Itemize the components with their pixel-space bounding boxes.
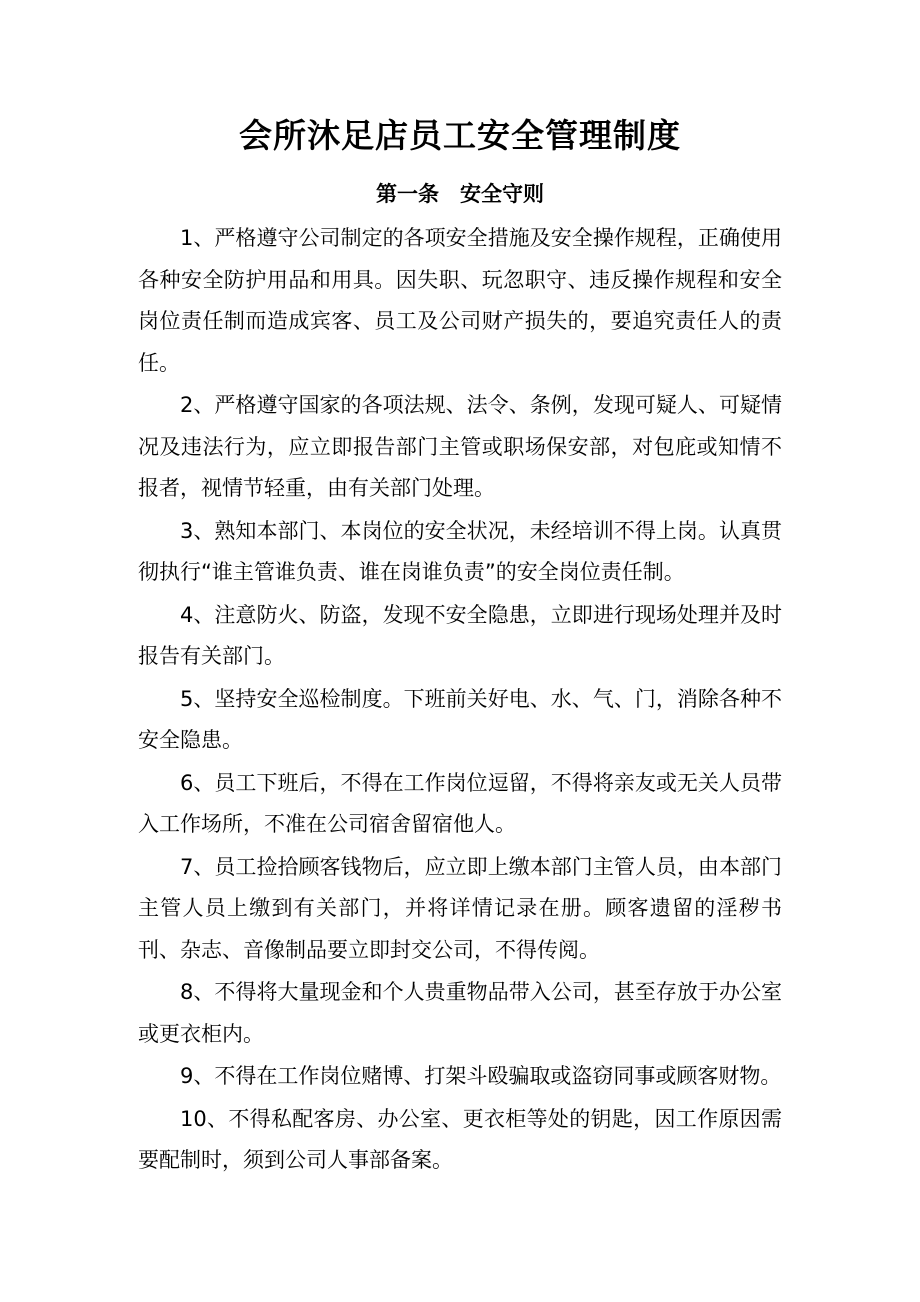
document-page [138,108,782,1182]
document-title: 会所沐足店员工安全管理制度 [239,116,681,155]
paragraph-7: 7、员工捡拾顾客钱物后，应立即上缴本部门主管人员，由本部门主管人员上缴到有关部门，并将详情记录在册。顾客遗留的淫秽书刊、杂志、音像制品要立即封交公司，不得传阅。 [138,854,782,962]
paragraph-2: 2、严格遵守国家的各项法规、法令、条例，发现可疑人、可疑情况及违法行为，应立即报告部门主管或职场保安部，对包庇或知情不报者，视情节轻重，由有关部门处理。 [138,393,782,500]
paragraph-9: 9、不得在工作岗位赌博、打架斗殴骗取或盗窃同事或顾客财物。 [180,1064,782,1088]
paragraph-10: 10、不得私配客房、办公室、更衣柜等处的钥匙，因工作原因需要配制时，须到公司人事部备案。 [138,1106,782,1172]
section-title: 第一条 安全守则 [376,182,544,206]
paragraph-8: 8、不得将大量现金和个人贵重物品带入公司，甚至存放于办公室或更衣柜内。 [138,980,782,1046]
paragraph-4: 4、注意防火、防盗，发现不安全隐患，立即进行现场处理并及时报告有关部门。 [138,602,782,668]
paragraph-1: 1、严格遵守公司制定的各项安全措施及安全操作规程，正确使用各种安全防护用品和用具。因失职、玩忽职守、违反操作规程和安全岗位责任制而造成宾客、员工及公司财产损失的，要追究责任人的责任。 [138,226,782,375]
paragraph-5: 5、坚持安全巡检制度。下班前关好电、水、气、门，消除各种不安全隐患。 [138,686,782,752]
paragraph-6: 6、员工下班后，不得在工作岗位逗留，不得将亲友或无关人员带入工作场所，不准在公司宿舍留宿他人。 [138,770,782,836]
paragraph-3: 3、熟知本部门、本岗位的安全状况，未经培训不得上岗。认真贯彻执行“谁主管谁负责、谁在岗谁负责”的安全岗位责任制。 [138,518,782,584]
